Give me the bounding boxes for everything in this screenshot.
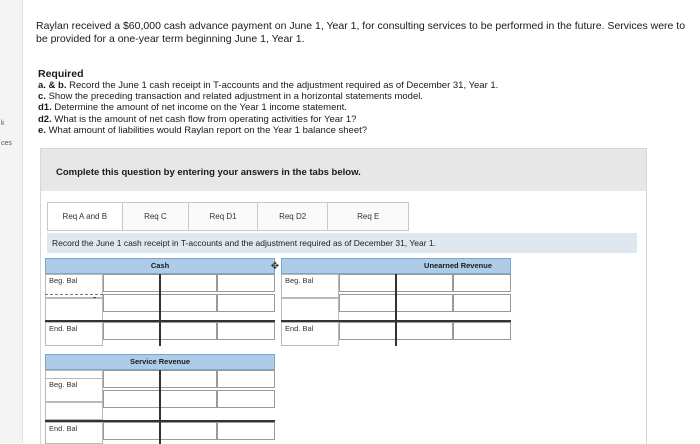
- required-item-text: Record the June 1 cash receipt in T-accounts and the adjustment required as of December 31, Year 1.: [69, 80, 499, 91]
- debit-amount-input[interactable]: [339, 294, 396, 312]
- credit-amount-input[interactable]: [453, 294, 511, 312]
- left-sidebar-strip: [0, 0, 23, 443]
- credit-amount-input[interactable]: [217, 274, 275, 292]
- tab-req-a-and-b[interactable]: Req A and B: [48, 203, 123, 230]
- complete-banner: [41, 149, 646, 191]
- required-item-tag: d2.: [38, 113, 52, 125]
- ending-balance-input[interactable]: [453, 322, 511, 340]
- credit-amount-input[interactable]: [217, 370, 275, 388]
- ending-balance-input[interactable]: [339, 322, 396, 340]
- debit-amount-input[interactable]: [103, 370, 160, 388]
- t-account-unearned-revenue: [281, 258, 511, 346]
- credit-amount-input[interactable]: [160, 294, 217, 312]
- sidebar-fragment-text: k: [1, 120, 5, 127]
- ending-balance-input[interactable]: [160, 322, 217, 340]
- required-item-text: Determine the amount of net income on the Year 1 income statement.: [54, 102, 347, 114]
- debit-amount-input[interactable]: [339, 274, 396, 292]
- instruction-text: Record the June 1 cash receipt in T-accounts and the adjustment required as of December 31, Year 1.: [52, 238, 436, 248]
- credit-amount-input[interactable]: [217, 294, 275, 312]
- ending-balance-input[interactable]: [217, 422, 275, 440]
- tab-bar: [47, 202, 409, 231]
- ending-balance-input[interactable]: [103, 322, 160, 340]
- required-item-tag: d1.: [38, 102, 52, 114]
- credit-amount-input[interactable]: [160, 274, 217, 292]
- debit-amount-input[interactable]: [103, 390, 160, 408]
- t-account-divider: [159, 370, 161, 444]
- credit-amount-input[interactable]: [160, 370, 217, 388]
- required-item: [38, 91, 498, 102]
- blank-cell: [45, 402, 103, 420]
- required-heading: Required: [38, 68, 84, 80]
- required-item-text: What is the amount of net cash flow from operating activities for Year 1?: [54, 113, 357, 125]
- required-list: [38, 80, 498, 136]
- t-account-title: Cash: [45, 258, 275, 274]
- blank-cell: [281, 298, 339, 322]
- move-icon[interactable]: ✥: [270, 261, 280, 272]
- debit-amount-input[interactable]: [103, 274, 160, 292]
- tab-req-d2[interactable]: Req D2: [258, 203, 329, 230]
- required-item: [38, 80, 498, 91]
- t-account-title: Service Revenue: [45, 354, 275, 370]
- required-item: [38, 125, 498, 136]
- required-item-tag: a. & b.: [38, 80, 67, 91]
- t-account-title: [281, 258, 511, 274]
- t-account-divider: [395, 274, 397, 346]
- end-bal-label: End. Bal: [45, 422, 103, 444]
- tab-req-e[interactable]: Req E: [357, 212, 380, 221]
- credit-amount-input[interactable]: [217, 390, 275, 408]
- beg-bal-label: Beg. Bal: [45, 378, 103, 402]
- end-bal-label: End. Bal: [281, 322, 339, 346]
- credit-amount-input[interactable]: [160, 390, 217, 408]
- ending-balance-input[interactable]: [396, 322, 453, 340]
- problem-text: Raylan received a $60,000 cash advance payment on June 1, Year 1, for consulting services to be performed in the future. Services were to be provided for a one-year term beginning June 1, Year 1.: [36, 20, 686, 45]
- t-account-service-revenue: [45, 354, 275, 444]
- required-item-tag: e.: [38, 124, 46, 136]
- tab-req-d1[interactable]: Req D1: [189, 203, 258, 230]
- tab-req-c[interactable]: Req C: [123, 203, 190, 230]
- question-panel: [40, 148, 647, 444]
- credit-amount-input[interactable]: [453, 274, 511, 292]
- ending-balance-input[interactable]: [160, 422, 217, 440]
- t-account-title-text: Unearned Revenue: [424, 261, 492, 270]
- blank-cell: [45, 298, 103, 322]
- required-item-text: What amount of liabilities would Raylan report on the Year 1 balance sheet?: [48, 124, 368, 136]
- ending-balance-input[interactable]: [217, 322, 275, 340]
- ending-balance-input[interactable]: [103, 422, 160, 440]
- sidebar-fragment-text: ces: [1, 140, 12, 147]
- t-account-divider: [159, 274, 161, 346]
- beg-bal-label: Beg. Bal: [45, 274, 103, 298]
- credit-amount-input[interactable]: [396, 274, 453, 292]
- required-item-text: Show the preceding transaction and related adjustment in a horizontal statements model.: [48, 91, 423, 103]
- beg-bal-label: Beg. Bal: [281, 274, 339, 298]
- problem-statement: [36, 20, 686, 46]
- debit-amount-input[interactable]: [103, 294, 160, 312]
- required-item-tag: c.: [38, 91, 46, 103]
- end-bal-label: End. Bal: [45, 322, 103, 346]
- credit-amount-input[interactable]: [396, 294, 453, 312]
- complete-instruction: Complete this question by entering your answers in the tabs below.: [56, 167, 361, 178]
- instruction-banner: [47, 233, 637, 253]
- t-account-cash: [45, 258, 275, 346]
- required-item: [38, 114, 498, 125]
- required-item: [38, 102, 498, 113]
